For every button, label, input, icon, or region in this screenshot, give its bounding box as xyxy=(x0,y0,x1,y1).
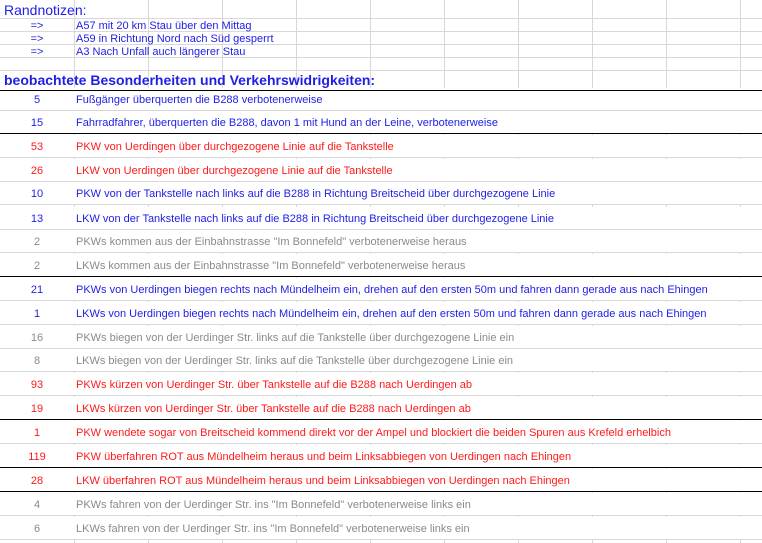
table-row[interactable] xyxy=(0,421,762,444)
table-row[interactable] xyxy=(0,326,762,349)
count-cell[interactable]: 15 xyxy=(30,117,44,129)
description-cell[interactable]: LKWs fahren von der Uerdinger Str. ins "Im Bonnefeld" verbotenerweise links ein xyxy=(76,523,470,535)
description-cell[interactable]: PKW überfahren ROT aus Mündelheim heraus und beim Linksabbiegen von Uerdingen nach Ehingen xyxy=(76,451,572,463)
description-cell[interactable]: PKW von Uerdingen über durchgezogene Linie auf die Tankstelle xyxy=(76,141,394,153)
grid-line xyxy=(0,18,762,19)
row-separator xyxy=(0,419,762,420)
note-text[interactable]: A59 in Richtung Nord nach Süd gesperrt xyxy=(76,33,274,45)
note-arrow[interactable]: => xyxy=(30,20,44,32)
count-cell[interactable]: 93 xyxy=(30,379,44,391)
table-row[interactable] xyxy=(0,493,762,516)
table-row[interactable] xyxy=(0,278,762,301)
table-row[interactable] xyxy=(0,88,762,111)
description-cell[interactable]: LKW überfahren ROT aus Mündelheim heraus und beim Linksabbiegen von Uerdingen nach Ehingen xyxy=(76,475,570,487)
table-row[interactable] xyxy=(0,397,762,420)
count-cell[interactable]: 21 xyxy=(30,284,44,296)
table-row[interactable] xyxy=(0,517,762,540)
table-row[interactable] xyxy=(0,182,762,205)
count-cell[interactable]: 5 xyxy=(33,94,41,106)
table-row[interactable] xyxy=(0,302,762,325)
note-text[interactable]: A3 Nach Unfall auch längerer Stau xyxy=(76,46,246,58)
table-row[interactable] xyxy=(0,469,762,492)
description-cell[interactable]: LKWs biegen von der Uerdinger Str. links auf die Tankstelle über durchgezogene Linie ein xyxy=(76,355,514,367)
table-row[interactable] xyxy=(0,207,762,230)
row-separator xyxy=(0,515,762,516)
row-separator xyxy=(0,204,762,205)
count-cell[interactable]: 8 xyxy=(33,355,41,367)
count-cell[interactable]: 2 xyxy=(33,260,41,272)
description-cell[interactable]: Fahrradfahrer, überquerten die B288, davon 1 mit Hund an der Leine, verbotenerweise xyxy=(76,117,498,129)
grid-line xyxy=(0,70,762,71)
count-cell[interactable]: 4 xyxy=(33,499,41,511)
table-row[interactable] xyxy=(0,111,762,134)
table-row[interactable] xyxy=(0,135,762,158)
count-cell[interactable]: 53 xyxy=(30,141,44,153)
count-cell[interactable]: 10 xyxy=(30,188,44,200)
count-cell[interactable]: 13 xyxy=(30,213,44,225)
row-separator xyxy=(0,324,762,325)
row-separator xyxy=(0,539,762,540)
table-row[interactable] xyxy=(0,159,762,182)
row-separator xyxy=(0,443,762,444)
count-cell[interactable]: 1 xyxy=(33,308,41,320)
count-cell[interactable]: 6 xyxy=(33,523,41,535)
description-cell[interactable]: LKWs kürzen von Uerdinger Str. über Tankstelle auf die B288 nach Uerdingen ab xyxy=(76,403,471,415)
row-separator xyxy=(0,395,762,396)
description-cell[interactable]: LKW von der Tankstelle nach links auf die B288 in Richtung Breitscheid über durchgezogene Linie xyxy=(76,213,554,225)
description-cell[interactable]: Fußgänger überquerten die B288 verbotenerweise xyxy=(76,94,323,106)
description-cell[interactable]: PKWs fahren von der Uerdinger Str. ins "Im Bonnefeld" verbotenerweise links ein xyxy=(76,499,471,511)
count-cell[interactable]: 16 xyxy=(30,332,44,344)
description-cell[interactable]: PKWs kommen aus der Einbahnstrasse "Im Bonnefeld" verbotenerweise heraus xyxy=(76,236,467,248)
table-row[interactable] xyxy=(0,254,762,277)
count-cell[interactable]: 119 xyxy=(28,451,46,463)
row-separator xyxy=(0,276,762,277)
note-text[interactable]: A57 mit 20 km Stau über den Mittag xyxy=(76,20,252,32)
note-arrow[interactable]: => xyxy=(30,46,44,58)
row-separator xyxy=(0,157,762,158)
row-separator xyxy=(0,133,762,134)
count-cell[interactable]: 2 xyxy=(33,236,41,248)
description-cell[interactable]: PKWs kürzen von Uerdinger Str. über Tankstelle auf die B288 nach Uerdingen ab xyxy=(76,379,473,391)
description-cell[interactable]: PKW wendete sogar von Breitscheid kommend direkt vor der Ampel und blockiert die beiden Spuren aus Krefeld erhelbich xyxy=(76,427,671,439)
description-cell[interactable]: LKWs kommen aus der Einbahnstrasse "Im Bonnefeld" verbotenerweise heraus xyxy=(76,260,466,272)
description-cell[interactable]: LKWs von Uerdingen biegen rechts nach Mündelheim ein, drehen auf den ersten 50m und fahren dann gerade aus nach Ehingen xyxy=(76,308,707,320)
row-separator xyxy=(0,491,762,492)
row-separator xyxy=(0,252,762,253)
description-cell[interactable]: PKWs biegen von der Uerdinger Str. links auf die Tankstelle über durchgezogene Linie ein xyxy=(76,332,515,344)
table-row[interactable] xyxy=(0,230,762,253)
note-arrow[interactable]: => xyxy=(30,33,44,45)
count-cell[interactable]: 19 xyxy=(30,403,44,415)
description-cell[interactable]: PKW von der Tankstelle nach links auf die B288 in Richtung Breitscheid über durchgezogene Linie xyxy=(76,188,556,200)
count-cell[interactable]: 26 xyxy=(30,165,44,177)
section-heading[interactable]: beobachtete Besonderheiten und Verkehrswidrigkeiten: xyxy=(4,72,376,88)
row-separator xyxy=(0,371,762,372)
table-row[interactable] xyxy=(0,445,762,468)
description-cell[interactable]: PKWs von Uerdingen biegen rechts nach Mündelheim ein, drehen auf den ersten 50m und fahren dann gerade aus nach Ehingen xyxy=(76,284,708,296)
notes-title[interactable]: Randnotizen: xyxy=(4,2,87,18)
count-cell[interactable]: 1 xyxy=(33,427,41,439)
table-row[interactable] xyxy=(0,373,762,396)
description-cell[interactable]: LKW von Uerdingen über durchgezogene Linie auf die Tankstelle xyxy=(76,165,393,177)
count-cell[interactable]: 28 xyxy=(30,475,44,487)
row-separator xyxy=(0,467,762,468)
heading-separator xyxy=(0,90,762,91)
table-row[interactable] xyxy=(0,349,762,372)
row-separator xyxy=(0,300,762,301)
